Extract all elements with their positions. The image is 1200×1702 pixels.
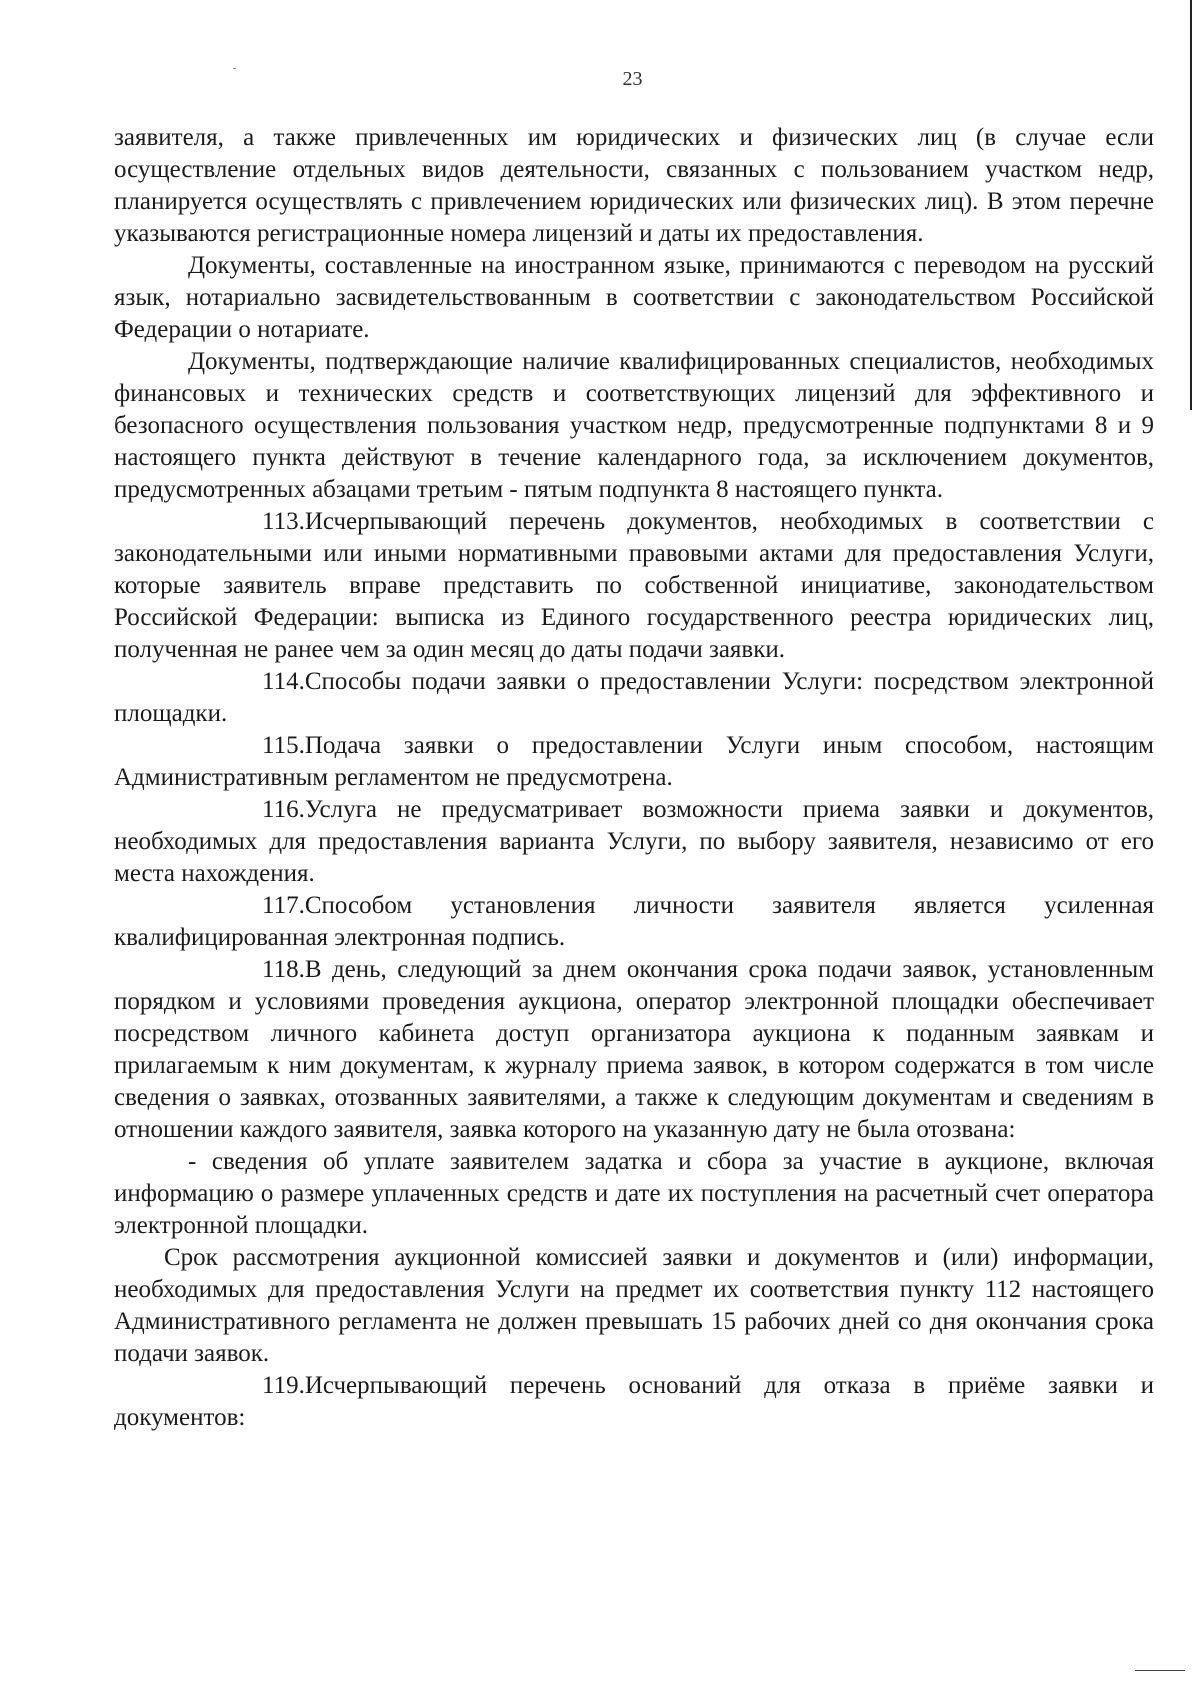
clause-text: Способом установления личности заявителя является усиленная квалифицированная электронная подпись. xyxy=(114,892,1154,951)
clause-number: 115. xyxy=(262,732,305,759)
scan-corner-mark xyxy=(1135,1670,1185,1671)
clause-text: Услуга не предусматривает возможности приема заявки и документов, необходимых для предоставления варианта Услуги, по выбору заявителя, независимо от его места нахождения. xyxy=(114,796,1154,887)
clause-115 xyxy=(114,730,1154,794)
clause-text: В день, следующий за днем окончания срока подачи заявок, установленным порядком и условиями проведения аукциона, оператор электронной площадки обеспечивает посредством личного кабинета доступ организатора аукциона к поданным заявкам и прилагаемым к ним документам, к журналу приема заявок, в котором содержатся в том числе сведения о заявках, отозванных заявителями, а также к следующим документам и сведениям в отношении каждого заявителя, заявка которого на указанную дату не была отозвана: xyxy=(114,956,1154,1143)
clause-118 xyxy=(114,954,1154,1146)
clause-text: Подача заявки о предоставлении Услуги иным способом, настоящим Административным регламентом не предусмотрена. xyxy=(114,732,1154,791)
clause-number: 116. xyxy=(262,796,305,823)
clause-text: Исчерпывающий перечень оснований для отказа в приёме заявки и документов: xyxy=(114,1372,1154,1431)
clause-number: 117. xyxy=(262,892,305,919)
paragraph-review-term: Срок рассмотрения аукционной комиссией заявки и документов и (или) информации, необходимых для предоставления Услуги на предмет их соответствия пункту 112 настоящего Административного регламента не должен превышать 15 рабочих дней со дня окончания срока подачи заявок. xyxy=(114,1244,1154,1367)
clause-text: Исчерпывающий перечень документов, необходимых в соответствии с законодательными или иными нормативными правовыми актами для предоставления Услуги, которые заявитель вправе представить по собственной инициативе, законодательством Российской Федерации: выписка из Единого государственного реестра юридических лиц, полученная не ранее чем за один месяц до даты подачи заявки. xyxy=(114,508,1154,663)
clause-number: 114. xyxy=(262,668,305,695)
clause-number: 113. xyxy=(262,508,305,535)
clause-117 xyxy=(114,890,1154,954)
document-body xyxy=(114,122,1154,1434)
scan-margin-line xyxy=(1190,0,1192,410)
page-number: 23 xyxy=(622,68,643,90)
clause-number: 119. xyxy=(262,1372,305,1399)
clause-113 xyxy=(114,506,1154,666)
paragraph-qualification-docs: Документы, подтверждающие наличие квалифицированных специалистов, необходимых финансовых и технических средств и соответствующих лицензий для эффективного и безопасного осуществления пользования участком недр, предусмотренные подпунктами 8 и 9 настоящего пункта действуют в течение календарного года, за исключением документов, предусмотренных абзацами третьим - пятым подпункта 8 настоящего пункта. xyxy=(114,348,1154,503)
paragraph-deposit-info: - сведения об уплате заявителем задатка и сбора за участие в аукционе, включая информацию о размере уплаченных средств и дате их поступления на расчетный счет оператора электронной площадки. xyxy=(114,1148,1154,1239)
clause-114 xyxy=(114,666,1154,730)
clause-119 xyxy=(114,1370,1154,1434)
paragraph-continuation: заявителя, а также привлеченных им юридических и физических лиц (в случае если осуществление отдельных видов деятельности, связанных с пользованием участком недр, планируется осуществлять с привлечением юридических или физических лиц). В этом перечне указываются регистрационные номера лицензий и даты их предоставления. xyxy=(114,124,1154,247)
clause-text: Способы подачи заявки о предоставлении Услуги: посредством электронной площадки. xyxy=(114,668,1154,727)
clause-116 xyxy=(114,794,1154,890)
paragraph-foreign-docs: Документы, составленные на иностранном языке, принимаются с переводом на русский язык, нотариально засвидетельствованным в соответствии с законодательством Российской Федерации о нотариате. xyxy=(114,252,1154,343)
clause-number: 118. xyxy=(262,956,305,983)
